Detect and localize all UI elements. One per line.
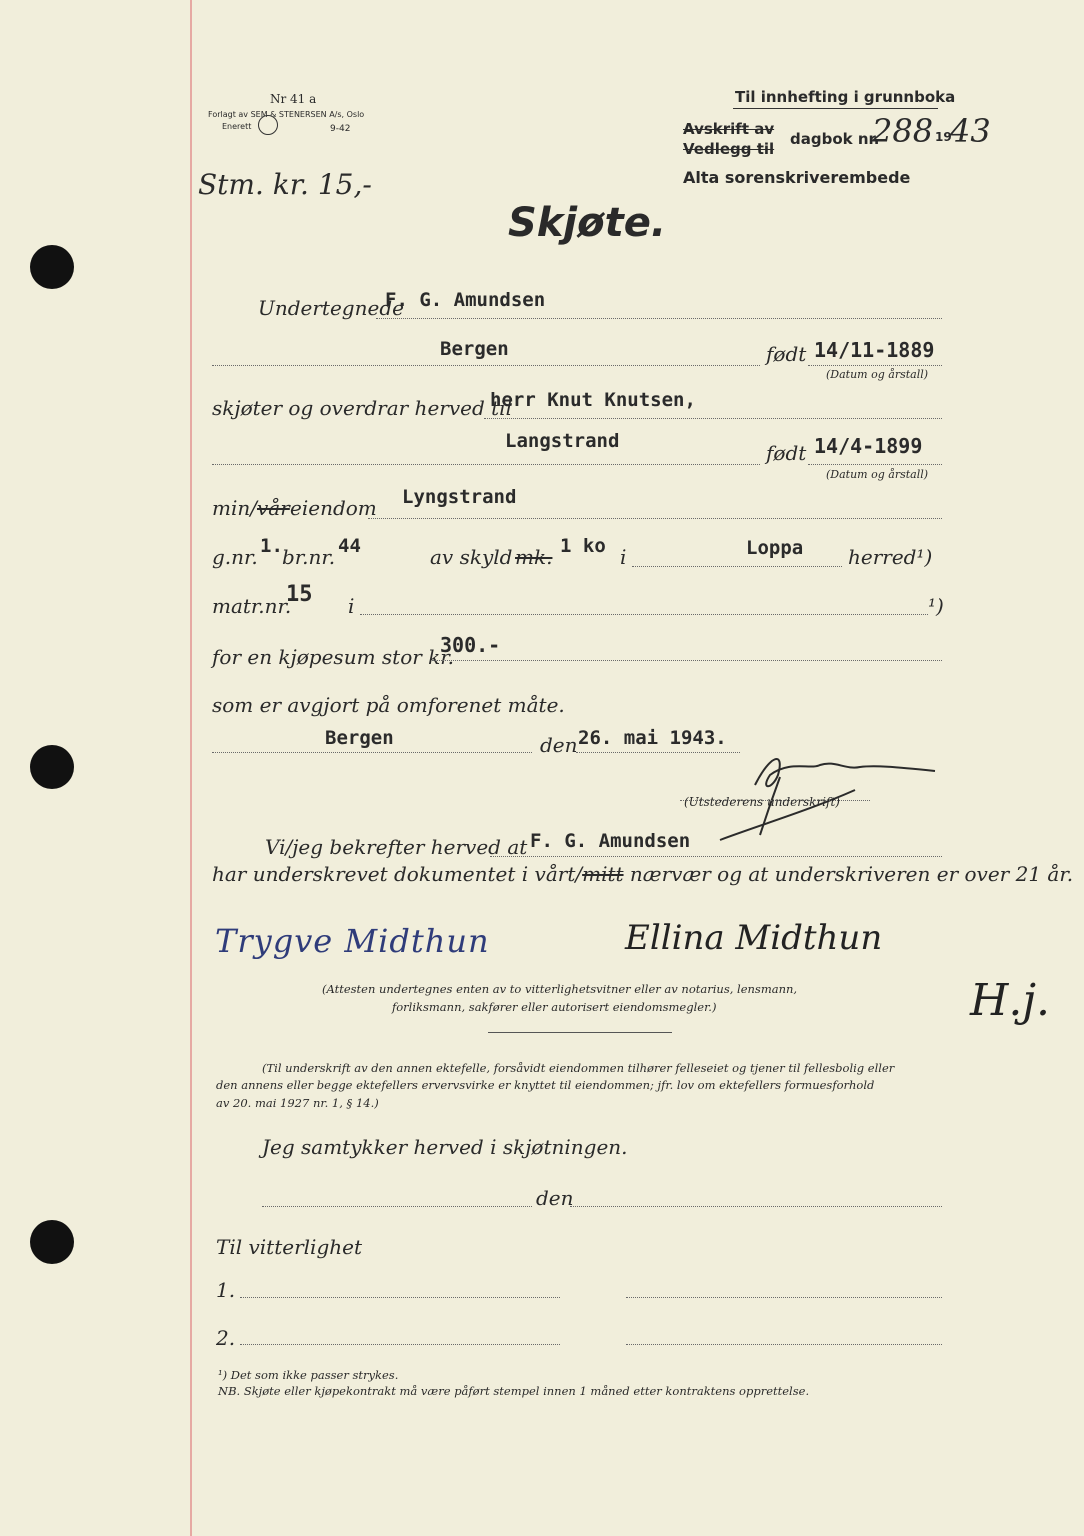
footnote-mark: ¹) [928, 594, 944, 618]
attest-note-1: (Attesten undertegnes enten av to vitterlighetsvitner eller av notarius, lensmann, [322, 982, 798, 996]
divider [488, 1032, 672, 1033]
sign-date: 26. mai 1943. [578, 727, 727, 749]
punch-hole [30, 245, 74, 289]
confirm-text-b: nærvær og at underskriveren er over 21 år. [623, 862, 1074, 886]
den-label: den [540, 733, 578, 757]
gnr-label: g.nr. [212, 545, 258, 569]
dotted-line [212, 464, 760, 465]
buyer-name: herr Knut Knutsen, [490, 389, 696, 411]
dotted-line [484, 418, 942, 419]
vitterlighet-label: Til vitterlighet [216, 1235, 363, 1259]
seller-name: F. G. Amundsen [385, 289, 546, 311]
consent-text: Jeg samtykker herved i skjøtningen. [262, 1135, 628, 1159]
seller-place: Bergen [440, 338, 509, 360]
confirm-text-a: har underskrevet dokumentet i vårt/ [212, 862, 583, 886]
min-prefix: min/ [212, 496, 257, 520]
spouse-note-2: den annens eller begge ektefellers ervervsvirke er knyttet til eiendommen; jfr. lov om ektefellers formuesforhold [216, 1078, 875, 1092]
transfer-text: skjøter og overdrar herved til [212, 396, 512, 420]
utsteder-label: (Utstederens underskrift) [684, 795, 840, 809]
dotted-line [368, 518, 942, 519]
publisher-line: Forlagt av SEM & STENERSEN A/s, Oslo [208, 110, 365, 119]
gnr-value: 1. [260, 535, 283, 557]
dotted-line [360, 614, 928, 615]
dotted-line [626, 1344, 942, 1345]
seller-birth: 14/11-1889 [814, 338, 935, 362]
witness-signature-1: Trygve Midthun [215, 922, 490, 960]
spouse-note-1: (Til underskrift av den annen ektefelle, forsåvidt eiendommen tilhører felleseiet og tjener til fellesbolig eller [262, 1061, 895, 1075]
title-underline [733, 108, 938, 109]
undertegnede-label: Undertegnede [258, 296, 404, 320]
year-suffix: 43 [950, 112, 991, 150]
document-title: Skjøte. [508, 200, 667, 246]
dotted-line [376, 318, 942, 319]
dotted-line [212, 752, 532, 753]
skyld-label: av skyld [430, 545, 513, 569]
price-label: for en kjøpesum stor kr. [212, 645, 455, 669]
confirm-prefix: Vi/jeg bekrefter herved at [265, 835, 528, 859]
spouse-note-3: av 20. mai 1927 nr. 1, § 14.) [216, 1096, 379, 1110]
min-strike: vår [256, 496, 290, 520]
footnote-1: ¹) Det som ikke passer strykes. [218, 1368, 399, 1382]
price-value: 300.- [440, 633, 501, 657]
eiendom-label: eiendom [290, 496, 377, 520]
year-prefix: 19 [935, 130, 952, 144]
publisher-date: 9-42 [330, 124, 351, 134]
matr-i: i [348, 594, 355, 618]
dotted-line [808, 365, 942, 366]
consent-den: den [536, 1186, 574, 1210]
vedlegg-label: Vedlegg til [683, 140, 775, 158]
settled-text: som er avgjort på omforenet måte. [212, 693, 565, 717]
publisher-logo-icon [258, 115, 278, 135]
publisher-enerett: Enerett [222, 122, 252, 131]
office-name: Alta sorenskriverembede [683, 168, 911, 187]
buyer-place: Langstrand [505, 430, 620, 452]
dotted-line [240, 1344, 560, 1345]
herred-value: Loppa [746, 537, 804, 559]
bnr-label: br.nr. [282, 545, 336, 569]
stamp-note: Stm. kr. 15,- [198, 168, 372, 201]
skyld-value: 1 ko [560, 535, 606, 557]
dotted-line [262, 1206, 532, 1207]
fodt-label: født [766, 342, 807, 366]
dagbok-label: dagbok nr. [790, 130, 880, 148]
datum-note: (Datum og årstall) [826, 368, 929, 381]
i-label: i [620, 545, 627, 569]
attest-note-2: forliksmann, sakfører eller autorisert eiendomsmegler.) [392, 1000, 717, 1014]
dotted-line [432, 660, 942, 661]
dotted-line [240, 1297, 560, 1298]
confirm-text [212, 862, 1073, 886]
bnr-value: 44 [338, 535, 361, 557]
margin-line [190, 0, 192, 1536]
confirm-strike: mitt [582, 862, 624, 886]
dotted-line [212, 365, 760, 366]
punch-hole [30, 1220, 74, 1264]
dotted-line [570, 1206, 942, 1207]
property-name: Lyngstrand [402, 486, 517, 508]
avskrift-label: Avskrift av [683, 120, 775, 138]
side-initials: H.j. [970, 975, 1050, 1026]
dotted-line [632, 566, 842, 567]
footnote-2: NB. Skjøte eller kjøpekontrakt må være påført stempel innen 1 måned etter kontraktens opprettelse. [218, 1384, 810, 1398]
herred-label: herred¹) [848, 545, 933, 569]
dotted-line [626, 1297, 942, 1298]
skyld-strike: mk. [515, 545, 553, 569]
dotted-line [808, 464, 942, 465]
witness-signature-2: Ellina Midthun [625, 918, 883, 958]
sign-place: Bergen [325, 727, 394, 749]
fodt-label: født [766, 441, 807, 465]
matr-value: 15 [286, 582, 313, 607]
buyer-birth: 14/4-1899 [814, 434, 923, 458]
min-label [212, 496, 290, 520]
punch-hole [30, 745, 74, 789]
dagbok-number: 288 [872, 112, 934, 150]
dotted-line [490, 856, 942, 857]
witness-line-1: 1. [216, 1278, 236, 1302]
datum-note: (Datum og årstall) [826, 468, 929, 481]
matr-label: matr.nr. [212, 594, 292, 618]
confirm-name: F. G. Amundsen [530, 830, 691, 852]
witness-line-2: 2. [216, 1326, 236, 1350]
top-right-title: Til innhefting i grunnboka [735, 88, 956, 106]
form-number: Nr 41 a [270, 92, 317, 106]
